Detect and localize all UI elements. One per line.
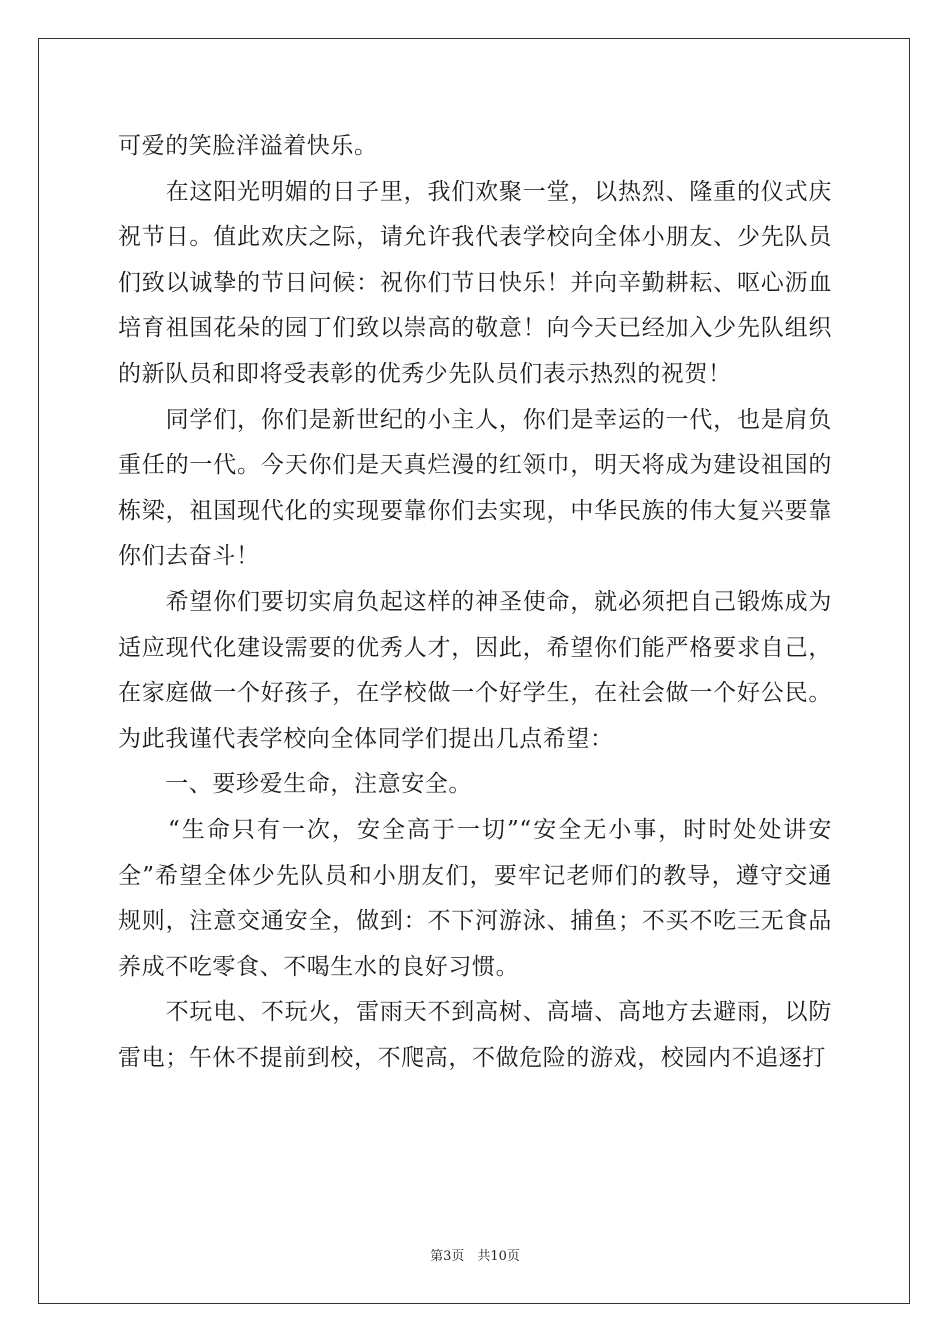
paragraph-7: 不玩电、不玩火，雷雨天不到高树、高墙、高地方去避雨，以防雷电；午休不提前到校，不爬高，不做危险的游戏，校园内不追逐打	[118, 999, 832, 1071]
paragraph-1: 可爱的笑脸洋溢着快乐。	[118, 133, 378, 159]
paragraph-6: “生命只有一次，安全高于一切”“安全无小事，时时处处讲安全”希望全体少先队员和小朋友们，要牢记老师们的教导，遵守交通规则，注意交通安全，做到：不下河游泳、捕鱼；不买不吃三无食品养成不吃零食、不喝生水的良好习惯。	[118, 816, 832, 980]
paragraph-3: 同学们，你们是新世纪的小主人，你们是幸运的一代，也是肩负重任的一代。今天你们是天真烂漫的红领巾，明天将成为建设祖国的栋梁，祖国现代化的实现要靠你们去实现，中华民族的伟大复兴要靠你们去奋斗！	[118, 406, 832, 570]
paragraph-2: 在这阳光明媚的日子里，我们欢聚一堂，以热烈、隆重的仪式庆祝节日。值此欢庆之际，请允许我代表学校向全体小朋友、少先队员们致以诚挚的节日问候：祝你们节日快乐！并向辛勤耕耘、呕心沥血培育祖国花朵的园丁们致以崇高的敬意！向今天已经加入少先队组织的新队员和即将受表彰的优秀少先队员们表示热烈的祝贺！	[118, 178, 832, 387]
document-body	[118, 124, 832, 1081]
paragraph-4: 希望你们要切实肩负起这样的神圣使命，就必须把自己锻炼成为适应现代化建设需要的优秀人才，因此，希望你们能严格要求自己，在家庭做一个好孩子，在学校做一个好学生，在社会做一个好公民。为此我谨代表学校向全体同学们提出几点希望：	[118, 588, 832, 752]
paragraph-5: 一、要珍爱生命，注意安全。	[118, 771, 472, 798]
page-footer: 第3页 共10页	[430, 1249, 520, 1264]
